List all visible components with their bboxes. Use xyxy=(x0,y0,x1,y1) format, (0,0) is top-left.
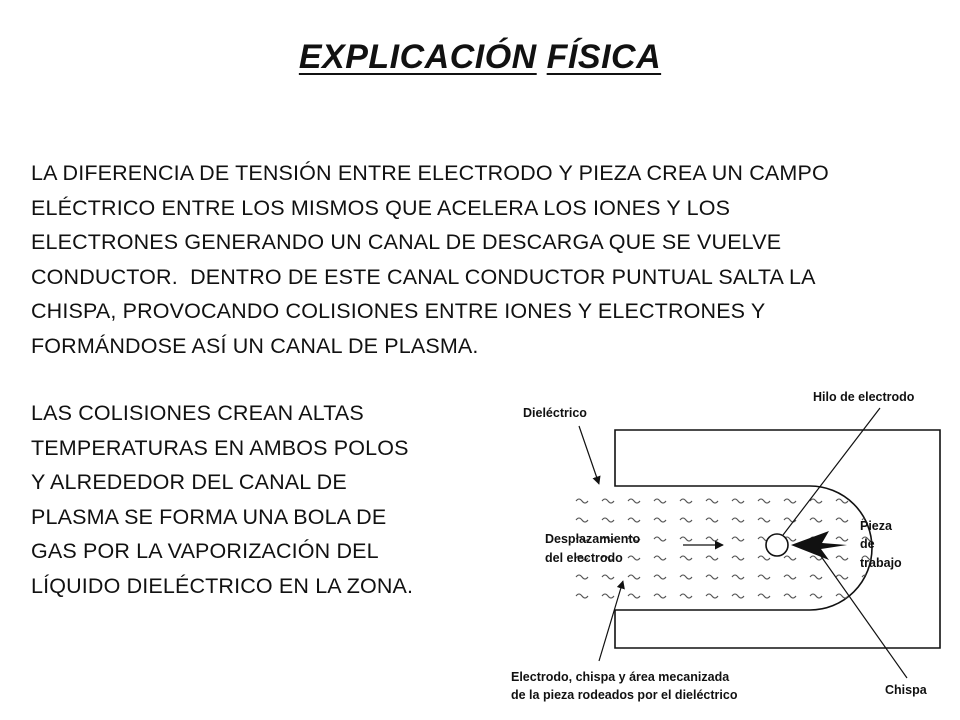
label-desplazamiento-1: Desplazamiento xyxy=(545,532,641,546)
label-de: de xyxy=(860,537,875,551)
slide-title xyxy=(0,38,960,77)
label-dielectrico: Dieléctrico xyxy=(523,406,587,420)
title-word-explicacion: EXPLICACIÓN xyxy=(298,38,537,76)
paragraph1-line: LA DIFERENCIA DE TENSIÓN ENTRE ELECTRODO Y PIEZA CREA UN CAMPO xyxy=(31,161,829,185)
label-chispa: Chispa xyxy=(885,683,927,697)
paragraph-electric-field xyxy=(31,156,931,364)
label-trabajo: trabajo xyxy=(860,556,902,570)
title-word-fisica: FÍSICA xyxy=(546,38,662,76)
label-desplazamiento-2: del electrodo xyxy=(545,551,623,565)
label-pieza: Pieza xyxy=(860,519,892,533)
paragraph2-line: PLASMA SE FORMA UNA BOLA DE xyxy=(31,504,387,529)
edm-diagram-svg xyxy=(495,378,950,708)
paragraph2-line: LÍQUIDO DIELÉCTRICO EN LA ZONA. xyxy=(31,573,414,598)
label-electrodo-area-1: Electrodo, chispa y área mecanizada xyxy=(511,670,730,684)
label-electrodo-area-2: de la pieza rodeados por el dieléctrico xyxy=(511,688,738,702)
paragraph1-line: CHISPA, PROVOCANDO COLISIONES ENTRE IONES Y ELECTRONES Y xyxy=(31,299,766,324)
paragraph2-line: LAS COLISIONES CREAN ALTAS xyxy=(31,401,364,425)
paragraph2-line: Y ALREDEDOR DEL CANAL DE xyxy=(31,470,347,495)
paragraph1-line: FORMÁNDOSE ASÍ UN CANAL DE PLASMA. xyxy=(31,333,479,358)
paragraph1-line: CONDUCTOR. DENTRO DE ESTE CANAL CONDUCTOR PUNTUAL SALTA LA xyxy=(31,264,816,289)
label-hilo-de-electrodo: Hilo de electrodo xyxy=(813,390,915,404)
dielectric-fluid xyxy=(565,486,885,610)
edm-diagram xyxy=(495,378,950,708)
paragraph2-line: GAS POR LA VAPORIZACIÓN DEL xyxy=(31,539,379,564)
dielectric-pointer xyxy=(579,426,599,484)
paragraph1-line: ELECTRONES GENERANDO UN CANAL DE DESCARGA QUE SE VUELVE xyxy=(31,230,782,255)
paragraph2-line: TEMPERATURAS EN AMBOS POLOS xyxy=(31,435,409,460)
electrode-wire-icon xyxy=(766,534,788,556)
paragraph1-line: ELÉCTRICO ENTRE LOS MISMOS QUE ACELERA LOS IONES Y LOS xyxy=(31,195,731,220)
paragraph-gas-bubble xyxy=(31,396,481,604)
